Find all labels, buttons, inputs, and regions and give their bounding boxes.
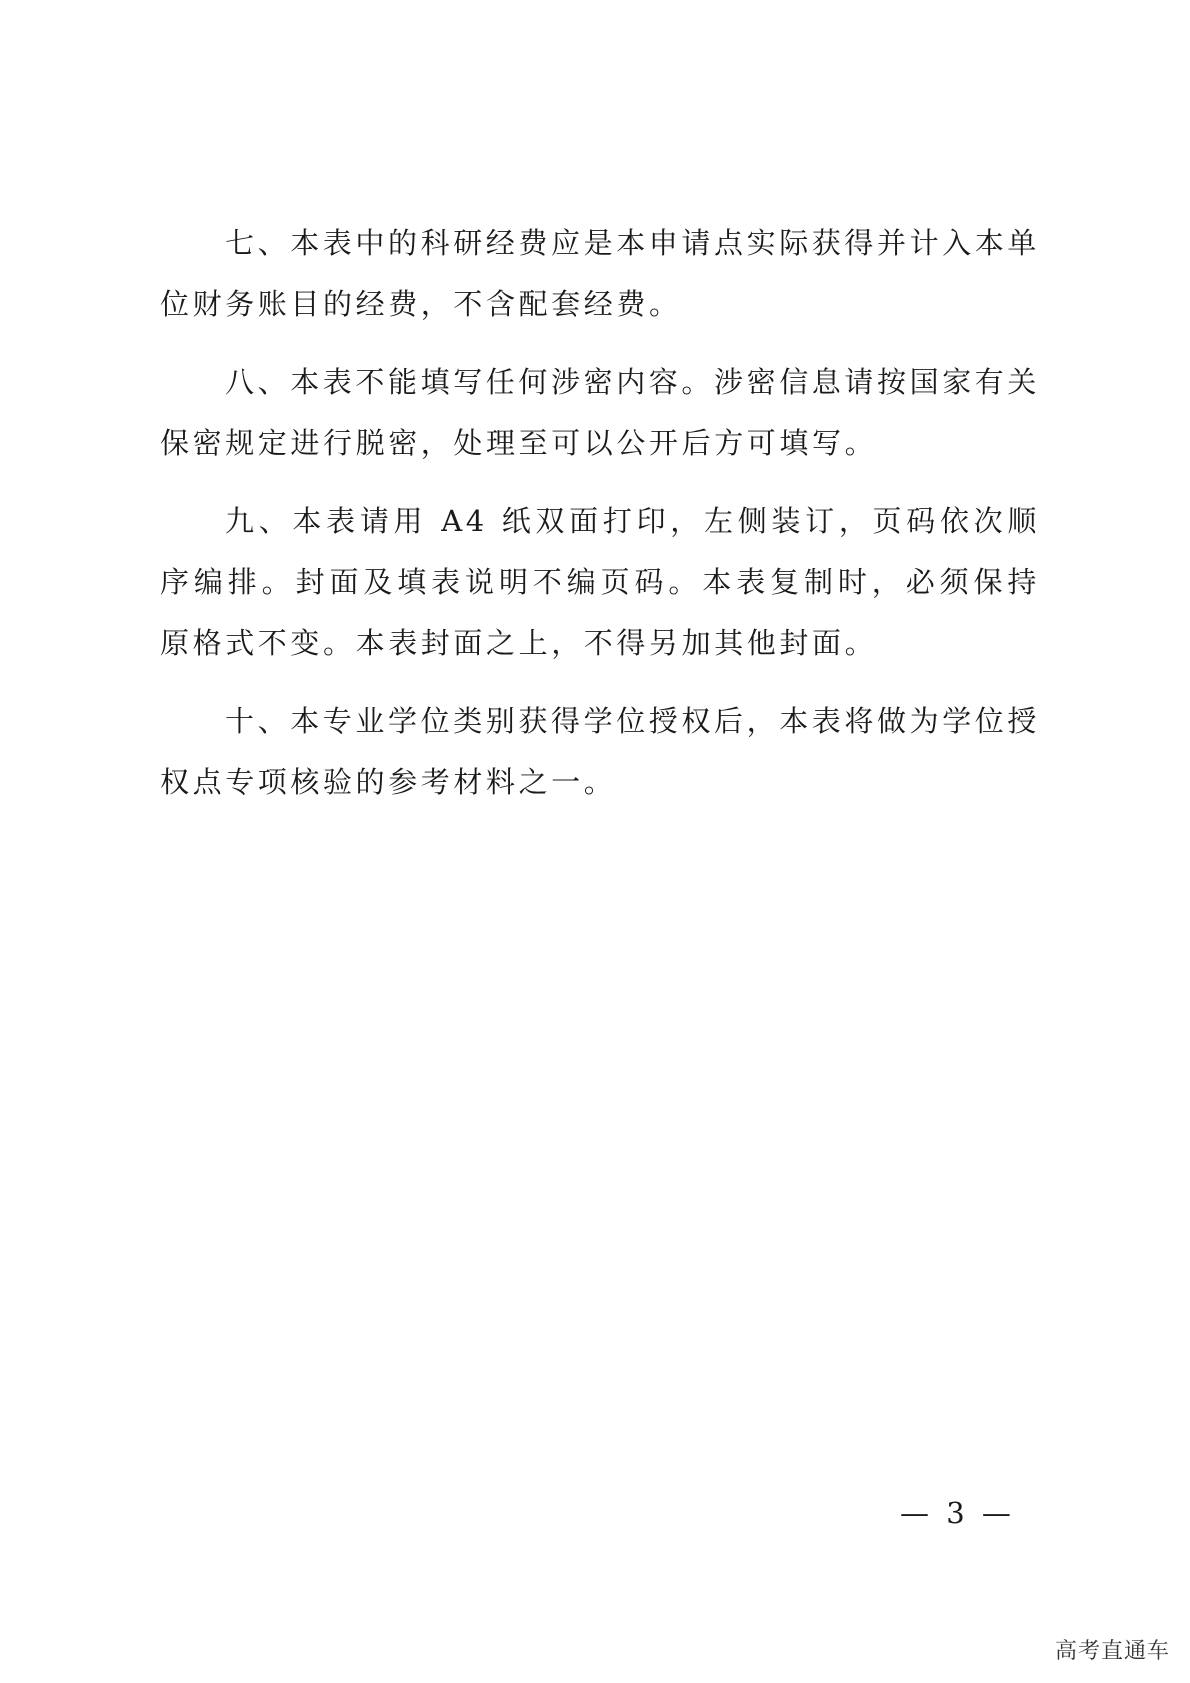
paragraph-9: 九、本表请用 A4 纸双面打印，左侧装订，页码依次顺序编排。封面及填表说明不编页码。本表复制时，必须保持原格式不变。本表封面之上，不得另加其他封面。 bbox=[160, 504, 1040, 660]
document-body bbox=[160, 213, 1040, 830]
paragraph-10: 十、本专业学位类别获得学位授权后，本表将做为学位授权点专项核验的参考材料之一。 bbox=[160, 704, 1041, 799]
paragraph-7: 七、本表中的科研经费应是本申请点实际获得并计入本单位财务账目的经费，不含配套经费。 bbox=[160, 226, 1041, 321]
page-number: — 3 — bbox=[900, 1496, 1015, 1530]
watermark-text: 高考直通车 bbox=[1049, 1632, 1176, 1667]
paragraph-8: 八、本表不能填写任何涉密内容。涉密信息请按国家有关保密规定进行脱密，处理至可以公开后方可填写。 bbox=[160, 365, 1041, 460]
